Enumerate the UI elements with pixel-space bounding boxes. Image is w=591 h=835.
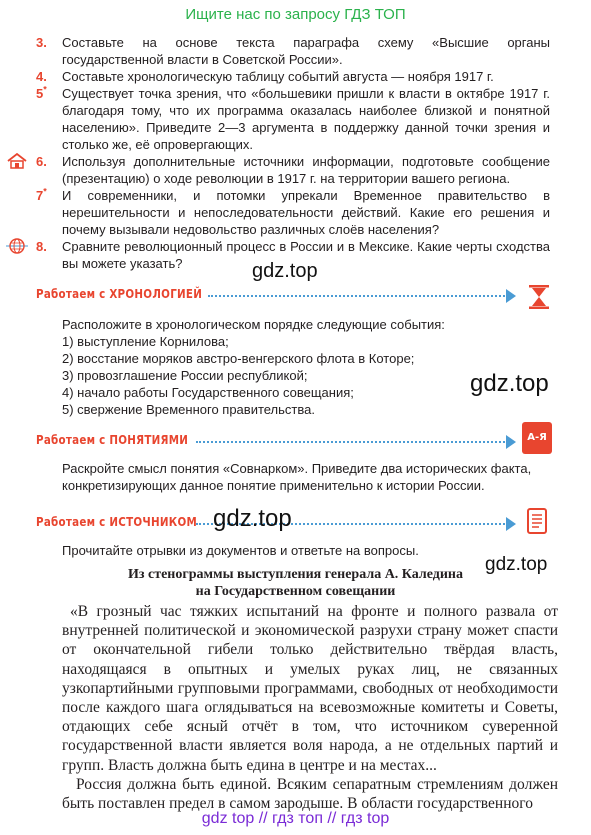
source-quote	[62, 602, 558, 813]
list-item: 2) восстание моряков австро-венгерского флота в Которе;	[62, 351, 415, 366]
arrow-icon	[506, 435, 516, 449]
watermark: gdz.top	[213, 505, 292, 532]
chronology-heading	[36, 284, 548, 310]
sources-heading	[36, 512, 548, 538]
sources-text: Прочитайте отрывки из документов и ответьте на вопросы.	[62, 543, 419, 558]
task-number: 7*	[36, 186, 47, 203]
quote-paragraph: «В грозный час тяжких испытаний на фронте и полного развала от внутренней политической и экономической разрухи страну может спасти от окончательной гибели только действительно твёрдая власть, находящаяся в опытных и умелых руках лиц, не связанных узкопартийными групповыми программами, свободных от необходимости после каждого шага оглядываться на всевозможные комитеты и Советы, отдающих себе ясный отчёт в том, что источником суверенной государственной власти является воля народа, а не отдельных партий и групп. Власть должна быть едина в центре и на местах...	[62, 603, 558, 774]
watermark: gdz.top	[485, 554, 548, 575]
task-number: 3.	[36, 35, 47, 50]
section-label: Работаем с ПОНЯТИЯМИ	[36, 433, 189, 447]
document-subtitle: на Государственном совещании	[195, 584, 396, 599]
top-banner: Ищите нас по запросу ГДЗ ТОП	[185, 6, 406, 23]
chronology-intro: Расположите в хронологическом порядке следующие события:	[62, 317, 445, 332]
chronology-body	[62, 316, 550, 418]
task-number: 8.	[36, 239, 47, 254]
list-item: 5) свержение Временного правительства.	[62, 402, 315, 417]
task-text: Составьте на основе текста параграфа схему «Высшие органы государственной власти в Советской России».	[62, 35, 550, 67]
hourglass-icon	[524, 282, 554, 312]
task-number: 5*	[36, 84, 47, 101]
section-label: Работаем с ИСТОЧНИКОМ	[36, 515, 198, 529]
list-item: 3) провозглашение России республикой;	[62, 368, 308, 383]
arrow-icon	[506, 289, 516, 303]
list-item: 1) выступление Корнилова;	[62, 334, 229, 349]
bottom-banner: gdz top // гдз топ // гдз top	[201, 810, 390, 827]
home-icon	[6, 153, 28, 169]
quote-paragraph: Россия должна быть единой. Всяким сепаратным стремлениям должен быть поставлен предел в самом зародыше. В области государственного	[62, 775, 558, 813]
section-label: Работаем с ХРОНОЛОГИЕЙ	[36, 287, 203, 301]
watermark: gdz.top	[470, 370, 549, 397]
dotted-line	[208, 295, 508, 297]
task-number: 4.	[36, 69, 47, 84]
task-number: 6.	[36, 154, 47, 169]
task-text: Существует точка зрения, что «большевики пришли к власти в октябре 1917 г. благодаря тому, что их программа оказалась наиболее близкой и понятной населению». Приведите 2—3 аргумента в поддержку данной точки зрения и столько же, её опровергающих.	[62, 86, 550, 152]
list-item: 4) начало работы Государственного совещания;	[62, 385, 354, 400]
dotted-line	[196, 441, 508, 443]
concepts-text: Раскройте смысл понятия «Совнарком». Приведите два исторических факта, конкретизирующих данное понятие применительно к истории России.	[62, 461, 532, 493]
task-text: Сравните революционный процесс в России и в Мексике. Какие черты сходства вы можете указать?	[62, 239, 550, 271]
task-text: И современники, и потомки упрекали Временное правительство в нерешительности и непоследовательности действий. Какие его решения и почему вызывали недовольство различных слоёв населения?	[62, 188, 550, 237]
task-text: Составьте хронологическую таблицу событий августа — ноября 1917 г.	[62, 69, 494, 84]
task-text: Используя дополнительные источники информации, подготовьте сообщение (презентацию) о ходе революции в 1917 г. на территории вашего региона.	[62, 154, 550, 186]
watermark: gdz.top	[252, 260, 318, 282]
concepts-heading	[36, 430, 548, 456]
arrow-icon	[506, 517, 516, 531]
scroll-icon	[522, 506, 552, 536]
dictionary-icon-label: А-Я	[527, 432, 547, 443]
document-title: Из стенограммы выступления генерала А. Каледина	[127, 567, 463, 582]
globe-icon	[6, 238, 28, 254]
dictionary-icon	[522, 422, 552, 454]
